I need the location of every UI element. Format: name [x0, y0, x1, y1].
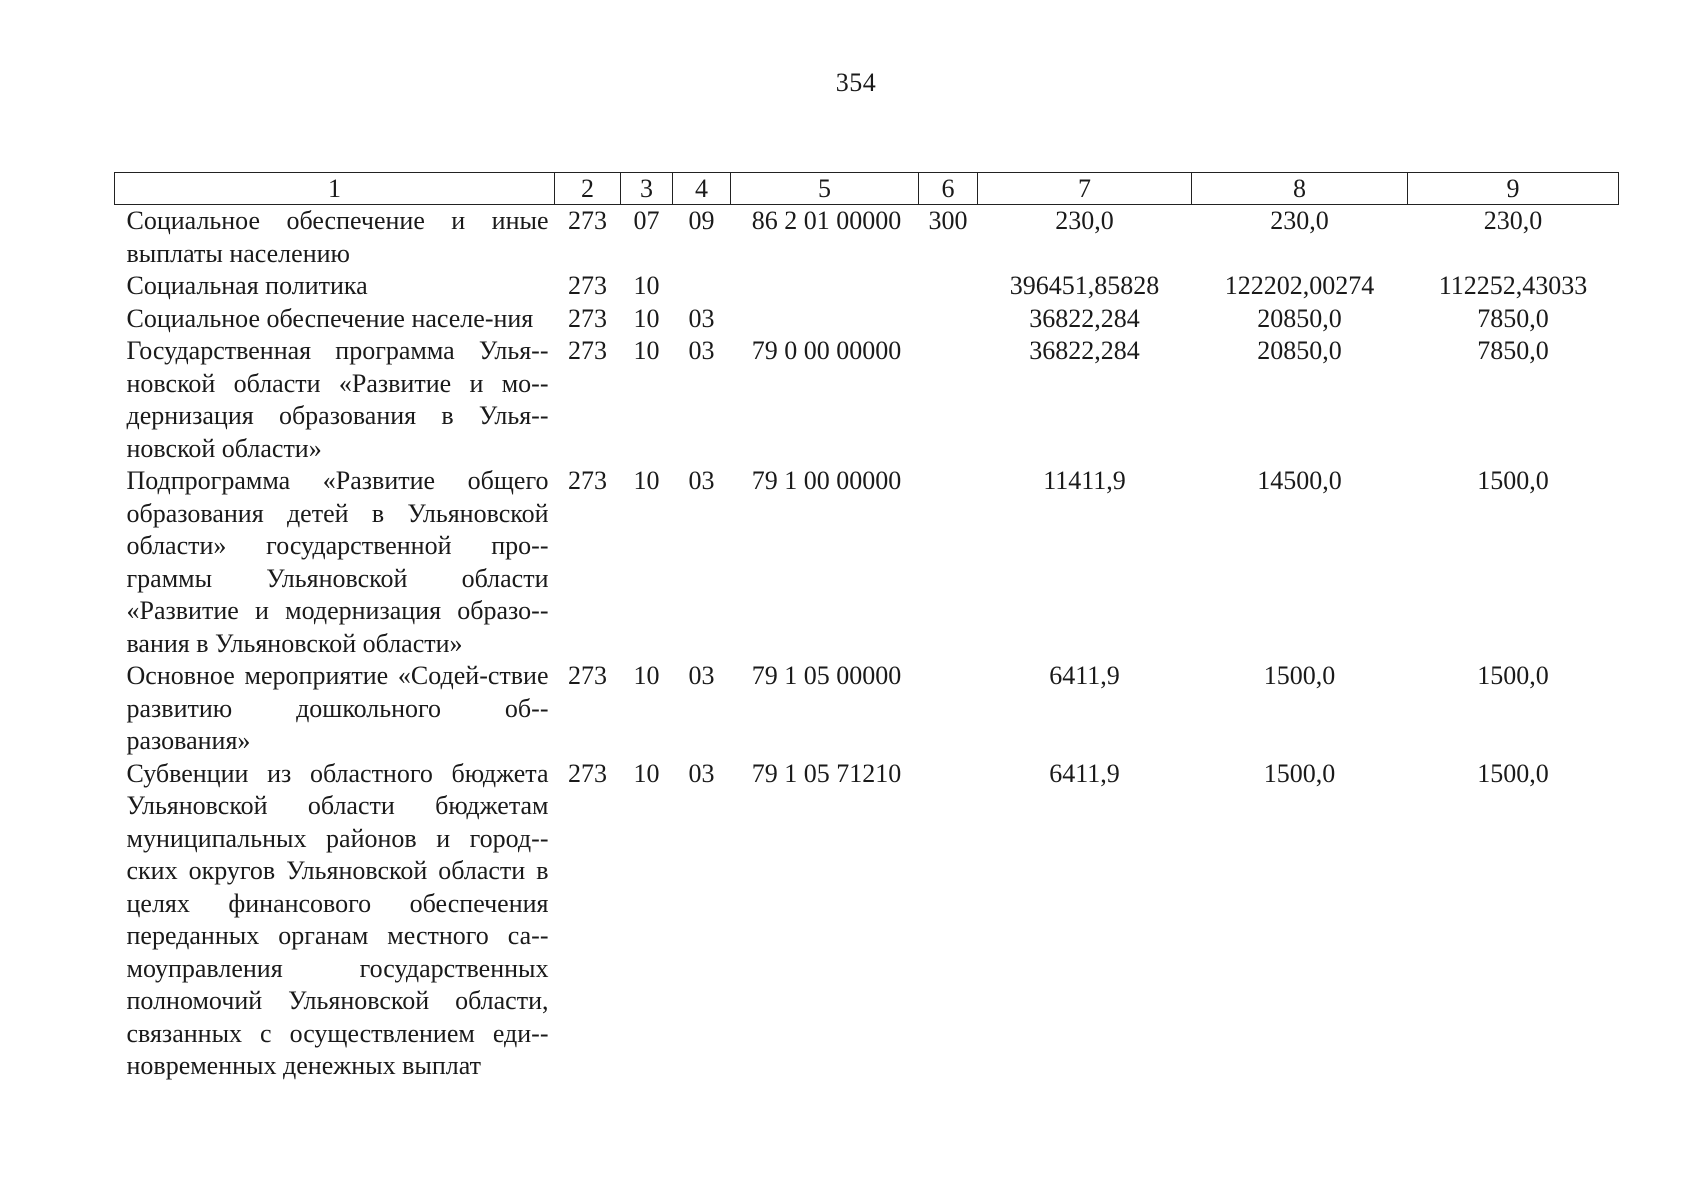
- row-name: Государственная программа Улья-новской области «Развитие и мо-дернизация образования в Улья-новской области»: [126, 336, 549, 463]
- row-target-article: [731, 270, 919, 303]
- header-col-5: 5: [731, 173, 919, 205]
- row-amount-3: 230,0: [1483, 206, 1543, 235]
- header-col-2: 2: [555, 173, 621, 205]
- row-subsection: 03: [688, 466, 715, 495]
- row-amount-3: 7850,0: [1477, 336, 1549, 365]
- row-amount-3: 1500,0: [1477, 758, 1549, 788]
- row-name: Субвенции из областного бюджета Ульяновской области бюджетам муниципальных районов и город-ских округов Ульяновской области в целях финансового обеспечения переданных органам местного са-моуправления государственных полномочий Ульяновской области, связанных с осуществлением еди-новременных денежных выплат: [126, 758, 549, 1080]
- table-row: [115, 660, 1619, 758]
- row-amount-1: 36822,284: [1029, 336, 1140, 365]
- row-amount-2: 1500,0: [1263, 661, 1336, 690]
- row-amount-1: 11411,9: [1043, 466, 1126, 495]
- row-expense-type: [919, 465, 978, 660]
- row-amount-3: 112252,43033: [1438, 271, 1588, 300]
- row-expense-type: [919, 660, 978, 758]
- header-col-8: 8: [1192, 173, 1408, 205]
- header-col-9: 9: [1408, 173, 1619, 205]
- row-name: Основное мероприятие «Содей-ствие развитию дошкольного об-разования»: [126, 661, 549, 755]
- table-row: [115, 335, 1619, 465]
- row-amount-1: 36822,284: [1029, 303, 1140, 333]
- row-expense-type: [919, 303, 978, 336]
- row-section: 07: [633, 206, 660, 235]
- table-row: [115, 205, 1619, 271]
- row-amount-3: 1500,0: [1477, 466, 1549, 495]
- row-target-article: 86 2 01 00000: [751, 206, 902, 235]
- row-section: 10: [633, 336, 660, 365]
- row-code-admin: 273: [568, 303, 607, 333]
- row-code-admin: 273: [568, 206, 607, 235]
- row-section: 10: [633, 758, 660, 788]
- row-name: Социальное обеспечение населе-ния: [126, 303, 534, 333]
- row-name: Социальное обеспечение и иные выплаты населению: [126, 206, 549, 268]
- row-code-admin: 273: [568, 758, 607, 788]
- row-target-article: 79 1 05 00000: [751, 661, 902, 690]
- table-row: [115, 758, 1619, 1083]
- row-amount-1: 6411,9: [1049, 661, 1120, 690]
- row-amount-2: 14500,0: [1257, 466, 1342, 495]
- header-col-6: 6: [919, 173, 978, 205]
- row-amount-2: 20850,0: [1257, 303, 1342, 333]
- row-amount-2: 1500,0: [1263, 758, 1336, 788]
- header-col-7: 7: [978, 173, 1192, 205]
- row-expense-type: [919, 270, 978, 303]
- row-amount-2: 122202,00274: [1224, 271, 1375, 300]
- header-col-4: 4: [673, 173, 731, 205]
- row-subsection: 03: [688, 303, 715, 333]
- row-section: 10: [633, 303, 660, 333]
- row-target-article: 79 0 00 00000: [751, 336, 902, 365]
- row-code-admin: 273: [568, 271, 607, 300]
- row-code-admin: 273: [568, 661, 607, 690]
- table-row: [115, 465, 1619, 660]
- row-name: Социальная политика: [126, 271, 368, 300]
- row-expense-type: [919, 758, 978, 1083]
- row-section: 10: [633, 661, 660, 690]
- table-body: [115, 205, 1619, 1083]
- row-subsection: 03: [688, 336, 715, 365]
- table-row: [115, 303, 1619, 336]
- header-row: [115, 173, 1619, 205]
- row-amount-2: 230,0: [1270, 206, 1329, 235]
- row-code-admin: 273: [568, 466, 607, 495]
- row-amount-3: 1500,0: [1477, 661, 1549, 690]
- header-col-1: 1: [115, 173, 555, 205]
- row-name: Подпрограмма «Развитие общего образования детей в Ульяновской области» государственной про-граммы Ульяновской области «Развитие и модернизация образо-вания в Ульяновской области»: [126, 466, 549, 658]
- row-target-article: 79 1 05 71210: [751, 758, 902, 788]
- row-target-article: 79 1 00 00000: [751, 466, 902, 495]
- header-col-3: 3: [621, 173, 673, 205]
- row-expense-type: [919, 335, 978, 465]
- row-amount-1: 230,0: [1055, 206, 1114, 235]
- row-code-admin: 273: [568, 336, 607, 365]
- page-number: 354: [835, 68, 877, 97]
- row-amount-1: 396451,85828: [1009, 271, 1160, 300]
- row-amount-2: 20850,0: [1257, 336, 1342, 365]
- budget-table: [114, 172, 1619, 1083]
- row-subsection: [673, 270, 731, 303]
- row-subsection: 03: [688, 661, 715, 690]
- row-amount-3: 7850,0: [1477, 303, 1549, 333]
- table-row: [115, 270, 1619, 303]
- row-subsection: 03: [688, 758, 715, 788]
- row-section: 10: [633, 271, 660, 300]
- row-expense-type: 300: [928, 206, 968, 235]
- row-amount-1: 6411,9: [1049, 758, 1120, 788]
- row-section: 10: [633, 466, 660, 495]
- row-subsection: 09: [688, 206, 715, 235]
- row-target-article: [731, 303, 919, 336]
- table-header: [115, 173, 1619, 205]
